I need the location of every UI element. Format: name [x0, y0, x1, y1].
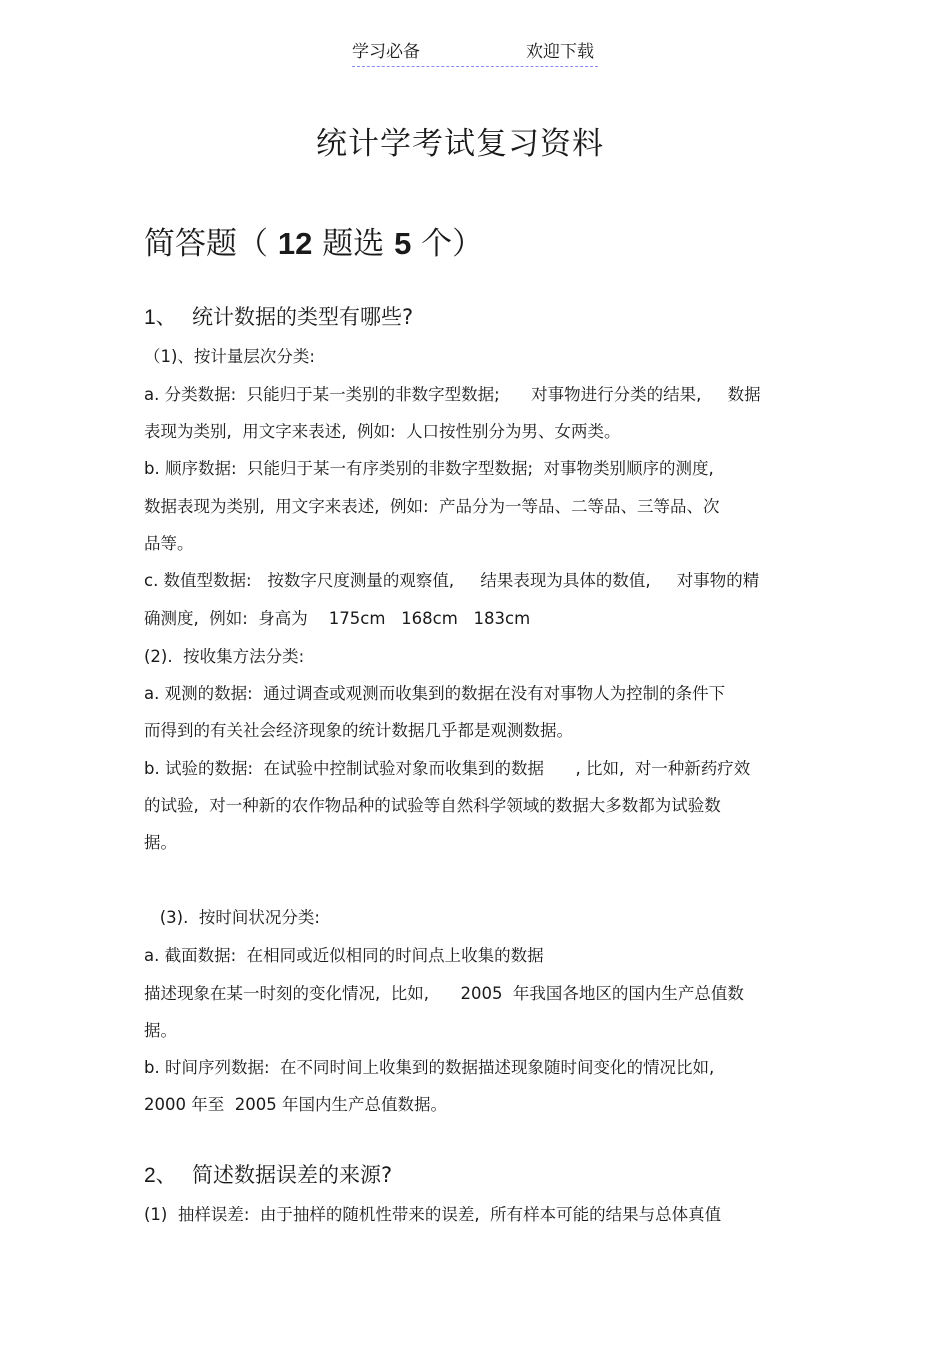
body-line: 描述现象在某一时刻的变化情况, 比如, 2005 年我国各地区的国内生产总值数: [144, 984, 744, 1003]
body-line: 的试验, 对一种新的农作物品种的试验等自然科学领域的数据大多数都为试验数: [144, 796, 721, 815]
body-line: 表现为类别, 用文字来表述, 例如: 人口按性别分为男、女两类。: [144, 422, 621, 441]
section-heading-prefix: 简答题（: [144, 226, 278, 262]
question-text: 统计数据的类型有哪些?: [192, 305, 414, 329]
body-line: (3). 按时间状况分类:: [144, 908, 320, 927]
body-line: 据。: [144, 833, 177, 852]
body-line: (1) 抽样误差: 由于抽样的随机性带来的误差, 所有样本可能的结果与总体真值: [144, 1205, 722, 1224]
body-line: b. 顺序数据: 只能归于某一有序类别的非数字型数据; 对事物类别顺序的测度,: [144, 459, 714, 478]
body-line: a. 分类数据: 只能归于某一类别的非数字型数据; 对事物进行分类的结果, 数据: [144, 385, 761, 404]
body-line: a. 截面数据: 在相同或近似相同的时间点上收集的数据: [144, 946, 544, 965]
header-left-text: 学习必备: [352, 42, 420, 62]
header-right-text: 欢迎下载: [526, 42, 594, 62]
question-number: 2、: [144, 1164, 177, 1187]
page-header: [352, 38, 598, 67]
body-line: b. 时间序列数据: 在不同时间上收集到的数据描述现象随时间变化的情况比如,: [144, 1058, 715, 1077]
body-line: 品等。: [144, 534, 194, 553]
section-question-count: 12: [277, 226, 313, 261]
body-line: a. 观测的数据: 通过调查或观测而收集到的数据在没有对事物人为控制的条件下: [144, 684, 726, 703]
body-line: 2000 年至 2005 年国内生产总值数据。: [144, 1095, 447, 1114]
body-line: 数据表现为类别, 用文字来表述, 例如: 产品分为一等品、二等品、三等品、次: [144, 497, 720, 516]
body-line: b. 试验的数据: 在试验中控制试验对象而收集到的数据 , 比如, 对一种新药疗效: [144, 759, 751, 778]
body-line: 据。: [144, 1021, 177, 1040]
section-heading: [144, 222, 483, 266]
body-line: （1)、按计量层次分类:: [144, 347, 315, 366]
section-pick-count: 5: [394, 226, 412, 261]
question-heading: [144, 1160, 392, 1191]
question-heading: [144, 302, 413, 333]
body-line: 而得到的有关社会经济现象的统计数据几乎都是观测数据。: [144, 721, 573, 740]
body-line: (2). 按收集方法分类:: [144, 647, 305, 666]
question-text: 简述数据误差的来源?: [192, 1163, 393, 1187]
question-number: 1、: [144, 306, 177, 329]
section-heading-middle: 题选: [312, 226, 395, 262]
body-line: 确测度, 例如: 身高为 175cm 168cm 183cm: [144, 609, 531, 628]
section-heading-suffix: 个）: [411, 226, 484, 262]
body-line: c. 数值型数据: 按数字尺度测量的观察值, 结果表现为具体的数值, 对事物的精: [144, 571, 760, 590]
document-title: 统计学考试复习资料: [316, 126, 604, 162]
